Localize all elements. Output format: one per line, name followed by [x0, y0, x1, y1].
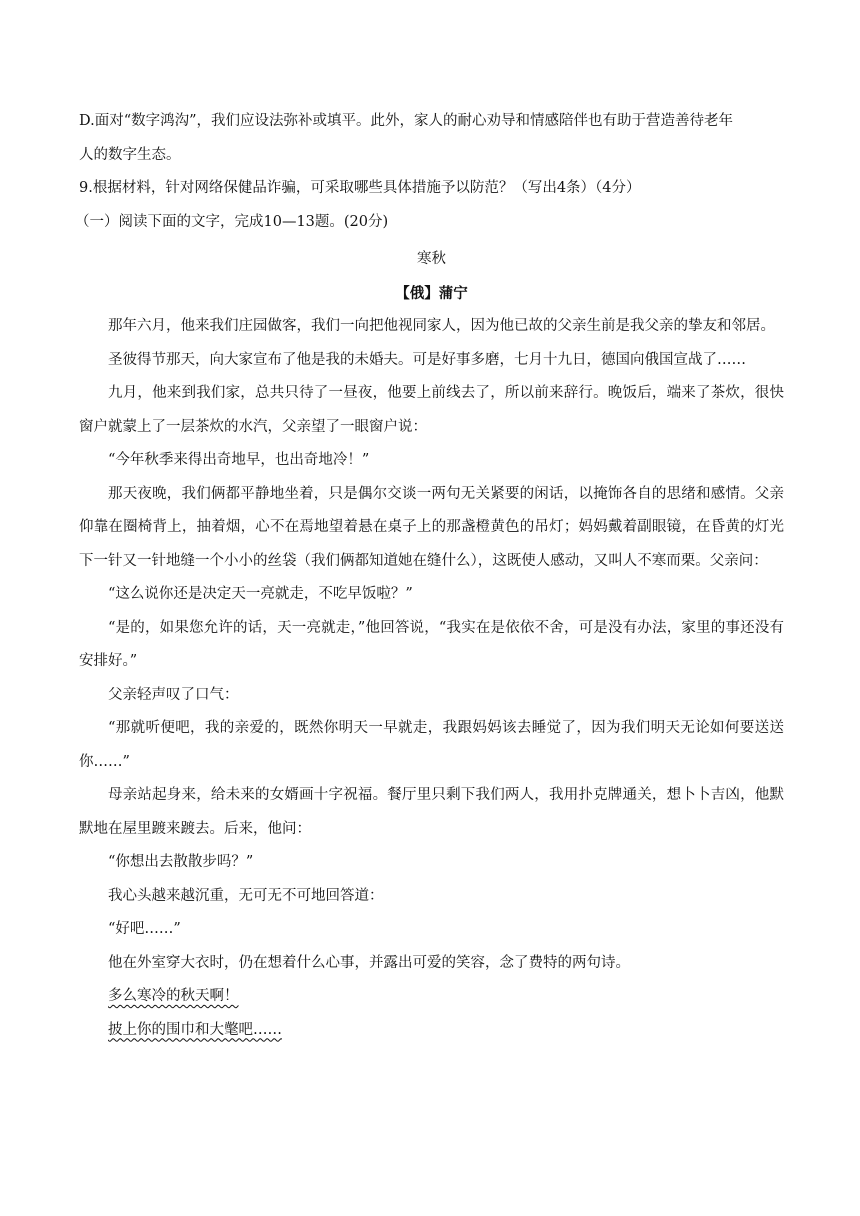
story-paragraph-4: “今年秋季来得出奇地早，也出奇地冷！”: [108, 452, 370, 468]
question-9: 9.根据材料，针对网络保健品诈骗，可采取哪些具体措施予以防范？（写出4条）（4分）: [79, 180, 641, 196]
story-paragraph-12: 我心头越来越沉重，无可无不可地回答道：: [108, 887, 384, 904]
story-paragraph-3: 九月，他来到我们家，总共只待了一昼夜，他要上前线去了，所以前来辞行。晚饭后，端来了茶炊，很快窗户就蒙上了一层茶炊的水汽，父亲望了一眼窗户说：: [79, 385, 784, 435]
story-paragraph-14: 他在外室穿大衣时，仍在想着什么心事，并露出可爱的笑容，念了费特的两句诗。: [108, 954, 630, 971]
option-d-line-1: D.面对“数字鸿沟”，我们应设法弥补或填平。此外，家人的耐心劝导和情感陪伴也有助于营造善待老年: [79, 113, 734, 129]
poem-line-1: [79, 980, 784, 1014]
story-paragraph-7: “是的，如果您允许的话，天一亮就走，”他回答说，“我实在是依依不舍，可是没有办法，家里的事还没有安排好。”: [79, 619, 784, 669]
story-paragraph-9: “那就听便吧，我的亲爱的，既然你明天一早就走，我跟妈妈该去睡觉了，因为我们明天无论如何要送送你……”: [79, 720, 784, 770]
story-paragraph-1: 那年六月，他来我们庄园做客，我们一向把他视同家人，因为他已故的父亲生前是我父亲的挚友和邻居。: [108, 318, 775, 334]
story-paragraph-6: “这么说你还是决定天一亮就走，不吃早饭啦？”: [108, 586, 413, 602]
story-paragraph-11: “你想出去散散步吗？”: [108, 854, 254, 870]
document-body: [75, 105, 784, 1047]
story-paragraph-8: 父亲轻声叹了口气：: [108, 686, 239, 703]
story-paragraph-2: 圣彼得节那天，向大家宣布了他是我的未婚夫。可是好事多磨，七月十九日，德国向俄国宣战了……: [108, 351, 746, 368]
story-author: 【俄】蒲宁: [395, 284, 468, 302]
poem-line-1-text: 多么寒冷的秋天啊！: [108, 988, 239, 1004]
poem-line-2-text: 披上你的围巾和大氅吧……: [108, 1021, 282, 1038]
story-paragraph-5: 那天夜晚，我们俩都平静地坐着，只是偶尔交谈一两句无关紧要的闲话，以掩饰各自的思绪和感情。父亲仰靠在圈椅背上，抽着烟，心不在焉地望着悬在桌子上的那盏橙黄色的吊灯；妈妈戴着副眼镜，在昏黄的灯光下一针又一针地缝一个小小的丝袋（我们俩都知道她在缝什么），这既使人感动，又叫人不寒而栗。父亲问：: [79, 485, 784, 569]
story-paragraph-10: 母亲站起身来，给未来的女婿画十字祝福。餐厅里只剩下我们两人，我用扑克牌通关，想卜卜吉凶，他默默地在屋里踱来踱去。后来，他问：: [79, 787, 784, 837]
section-intro: （一）阅读下面的文字，完成10—13题。(20分): [75, 213, 389, 230]
option-d-line-2: 人的数字生态。: [79, 146, 181, 163]
poem-line-2: [79, 1014, 784, 1048]
story-paragraph-13: “好吧……”: [108, 921, 181, 937]
story-title: 寒秋: [417, 251, 446, 267]
